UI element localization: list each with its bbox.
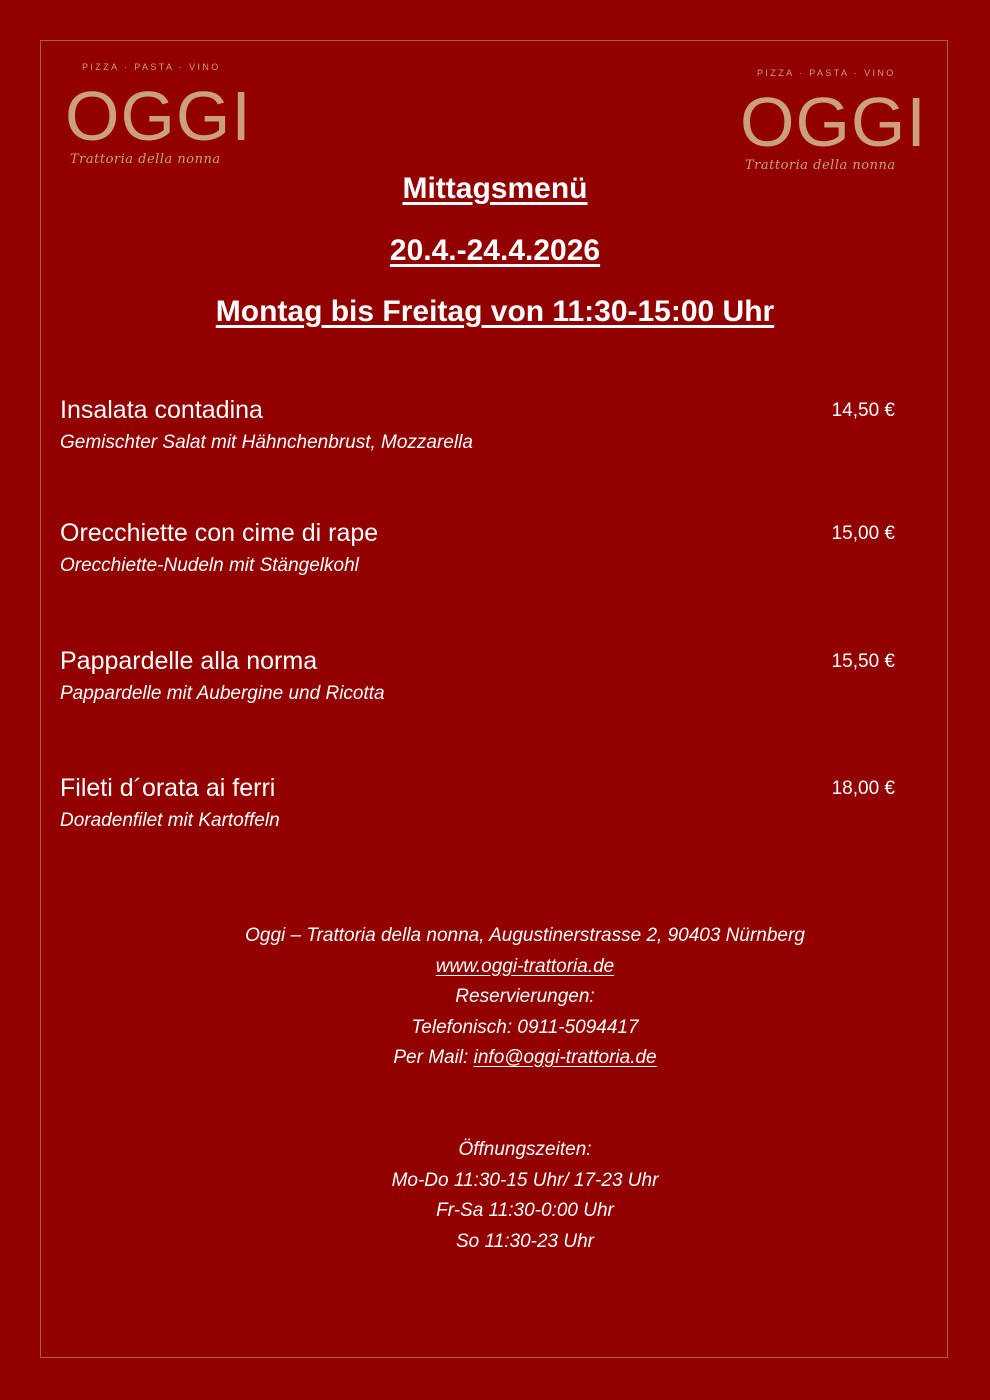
dish-price: 18,00 € xyxy=(831,778,895,799)
dish-description: Gemischter Salat mit Hähnchenbrust, Mozzarella xyxy=(60,432,473,453)
menu-item xyxy=(60,519,900,579)
logo-script: Trattoria della nonna xyxy=(70,152,221,167)
menu-dates: 20.4.-24.4.2026 xyxy=(389,234,601,267)
opening-hours-block xyxy=(0,1135,990,1257)
logo-tagline: PIZZA · PASTA · VINO xyxy=(82,62,221,72)
opening-line: Mo-Do 11:30-15 Uhr/ 17-23 Uhr xyxy=(391,1169,659,1191)
menu-item xyxy=(60,647,900,707)
dish-name: Fileti d´orata ai ferri xyxy=(60,774,276,802)
oggi-logo-left xyxy=(60,62,250,182)
contact-block xyxy=(0,921,990,1074)
menu-item xyxy=(60,396,900,456)
dish-name: Orecchiette con cime di rape xyxy=(60,519,379,547)
dish-description: Pappardelle mit Aubergine und Ricotta xyxy=(60,683,385,704)
dish-price: 15,00 € xyxy=(831,523,895,544)
opening-title: Öffnungszeiten: xyxy=(458,1139,592,1160)
reservations-label: Reservierungen: xyxy=(455,986,595,1007)
menu-item xyxy=(60,774,900,834)
logo-tagline: PIZZA · PASTA · VINO xyxy=(757,68,896,78)
phone-text: Telefonisch: 0911-5094417 xyxy=(411,1016,639,1038)
dish-name: Pappardelle alla norma xyxy=(60,647,318,675)
mail-label: Per Mail: xyxy=(393,1047,474,1068)
dish-price: 14,50 € xyxy=(831,400,895,421)
logo-script: Trattoria della nonna xyxy=(745,158,896,173)
logo-brand: OGGI xyxy=(65,77,252,155)
dish-description: Orecchiette-Nudeln mit Stängelkohl xyxy=(60,555,359,576)
oggi-logo-right xyxy=(735,68,925,188)
dish-name: Insalata contadina xyxy=(60,396,263,424)
menu-title: Mittagsmenü xyxy=(402,172,588,205)
address-text: Oggi – Trattoria della nonna, Augustinerstrasse 2, 90403 Nürnberg xyxy=(245,925,805,946)
opening-line: Fr-Sa 11:30-0:00 Uhr xyxy=(436,1200,614,1221)
dish-price: 15,50 € xyxy=(831,651,895,672)
opening-line: So 11:30-23 Uhr xyxy=(455,1230,594,1252)
logo-brand: OGGI xyxy=(740,83,927,161)
mail-link[interactable]: info@oggi-trattoria.de xyxy=(473,1047,657,1068)
dish-description: Doradenfilet mit Kartoffeln xyxy=(60,810,280,831)
menu-service-hours: Montag bis Freitag von 11:30-15:00 Uhr xyxy=(215,295,775,328)
website-link[interactable]: www.oggi-trattoria.de xyxy=(435,955,615,977)
